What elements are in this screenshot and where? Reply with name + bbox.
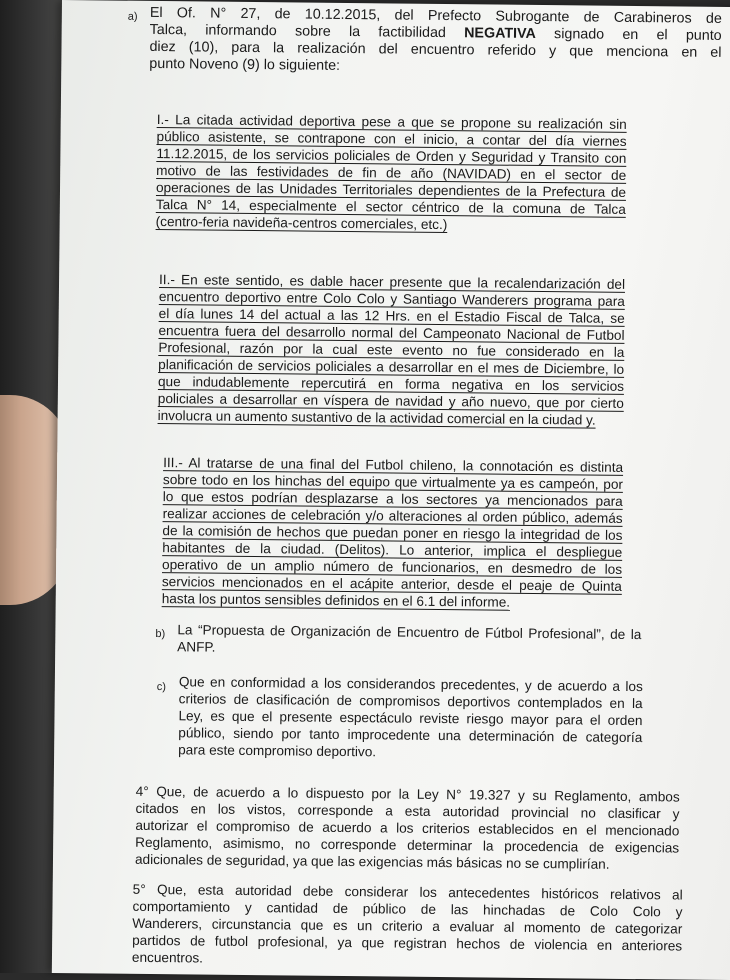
text-line: II.- En este sentido, es dable hacer presente que la recalendarización del bbox=[158, 272, 626, 292]
text-line: encuentros. bbox=[131, 949, 204, 966]
text-line: criterios de clasificación de compromisos deportivos contemplados en la bbox=[178, 691, 643, 712]
negativa-emphasis: NEGATIVA bbox=[464, 25, 536, 42]
text-line: motivo de las festividades de fin de año (NAVIDAD) en el sector de bbox=[156, 162, 627, 183]
section-b-marker: b) bbox=[155, 628, 166, 641]
text-line: Reglamento, asimismo, no corresponde determinar la procedencia de exigencias bbox=[135, 834, 680, 856]
point-1-block bbox=[156, 111, 627, 235]
paragraph-5 bbox=[132, 881, 683, 972]
section-c-marker: c) bbox=[156, 681, 167, 694]
text-line: 11.12.2015, de los servicios policiales de Orden y Seguridad y Transito con bbox=[156, 145, 627, 166]
document-page bbox=[52, 0, 730, 980]
text-line: público asistente, se contrapone con el inicio, a contar del día viernes bbox=[156, 128, 627, 149]
text-line: Profesional, razón por la cual este evento no fue considerado en la bbox=[158, 340, 625, 360]
text-line: Ley, es que el presente espectáculo reviste riesgo mayor para el orden bbox=[178, 708, 643, 729]
text-line: servicios mencionados en el acápite anterior, desde el peaje de Quinta bbox=[161, 574, 622, 594]
text-line: (centro-feria navideña-centros comerciales, etc.) bbox=[155, 213, 448, 233]
point-2-block bbox=[158, 271, 626, 429]
text-line: el día lunes 14 del actual a las 12 Hrs. en el Estadio Fiscal de Talca, se bbox=[158, 306, 625, 326]
text-line: punto Noveno (9) lo siguiente: bbox=[149, 55, 341, 74]
text-line: 5° Que, esta autoridad debe considerar los antecedentes históricos relativos al bbox=[132, 881, 683, 903]
text-line: Que en conformidad a los considerandos precedentes, y de acuerdo a los bbox=[178, 674, 643, 695]
section-a-text bbox=[149, 5, 722, 79]
section-c-text bbox=[178, 673, 643, 763]
text-line: citados en los vistos, corresponde a esta autoridad provincial no clasificar y bbox=[135, 800, 680, 822]
text-line: encuentra fuera del desarrollo normal del Campeonato Nacional de Futbol bbox=[158, 323, 625, 343]
text-line: autorizar el compromiso de acuerdo a los criterios establecidos en el mencionado bbox=[135, 817, 680, 839]
text-line: encuentro deportivo entre Colo Colo y Santiago Wanderers programa para bbox=[158, 289, 625, 309]
section-a-marker: a) bbox=[127, 10, 138, 23]
text-line: policiales a desarrollar en víspera de navidad y año nuevo, que por cierto bbox=[157, 391, 624, 411]
text-line: de la comisión de hechos que puedan poner en riesgo la integridad de los bbox=[162, 523, 623, 543]
section-b-text bbox=[177, 621, 641, 660]
text-line: que indudablemente repercutirá en forma negativa en los servicios bbox=[157, 374, 625, 394]
text-line: realizar acciones de celebración y/o alteraciones al orden público, además bbox=[162, 506, 623, 526]
text-line: ANFP. bbox=[177, 639, 216, 655]
text-line: para este compromiso deportivo. bbox=[178, 742, 377, 760]
text-line: comportamiento y cantidad de público de las hinchadas de Colo Colo y bbox=[132, 898, 683, 920]
text-line: operativo de un amplio número de funcionarios, en desmedro de los bbox=[162, 557, 623, 577]
text-line: Wanderers, circunstancia que es un criterio a evaluar al momento de categorizar bbox=[132, 915, 683, 937]
text-line: 4° Que, de acuerdo a lo dispuesto por la Ley N° 19.327 y su Reglamento, ambos bbox=[135, 783, 680, 805]
text-line: Talca N° 14, especialmente el sector céntrico de la comuna de Talca bbox=[155, 196, 626, 217]
paragraph-4 bbox=[135, 783, 680, 874]
point-3-block bbox=[162, 454, 624, 612]
text-line: público, siendo por tanto improcedente una determinación de categoría bbox=[178, 725, 643, 746]
text-line: lo que estos podrían desplazarse a los sectores ya mencionados para bbox=[162, 489, 623, 509]
text-line: adicionales de seguridad, ya que las exigencias más básicas no se cumplirían. bbox=[134, 851, 610, 872]
text-line: diez (10), para la realización del encuentro referido y que menciona en el bbox=[149, 38, 722, 61]
text-line: III.- Al tratarse de una final del Futbol chileno, la connotación es distinta bbox=[163, 455, 624, 475]
text-line: habitantes de la ciudad. (Delitos). Lo anterior, implica el despliegue bbox=[162, 540, 623, 560]
text-line: planificación de servicios policiales a desarrollar en el mes de Diciembre, lo bbox=[158, 357, 625, 377]
text-line: operaciones de las Unidades Territoriales dependientes de la Prefectura de bbox=[155, 179, 627, 200]
text-line: La “Propuesta de Organización de Encuentro de Fútbol Profesional”, de la bbox=[177, 622, 642, 643]
text-line: involucra un aumento sustantivo de la actividad comercial en la ciudad y. bbox=[157, 408, 596, 428]
text-line: sobre todo en los hinchas del equipo que virtualmente ya es campeón, por bbox=[162, 472, 624, 492]
text-line: hasta los puntos sensibles definidos en el 6.1 del informe. bbox=[161, 591, 511, 610]
text-line: I.- La citada actividad deportiva pese a que se propone su realización sin bbox=[156, 111, 627, 132]
text-line: Talca, informando sobre la factibilidad NEGATIVA signado en el punto bbox=[149, 21, 722, 44]
text-line: El Of. N° 27, de 10.12.2015, del Prefecto Subrogante de Carabineros de bbox=[149, 4, 722, 27]
text-line: partidos de futbol profesional, ya que registran hechos de violencia en anteriores bbox=[132, 932, 683, 954]
